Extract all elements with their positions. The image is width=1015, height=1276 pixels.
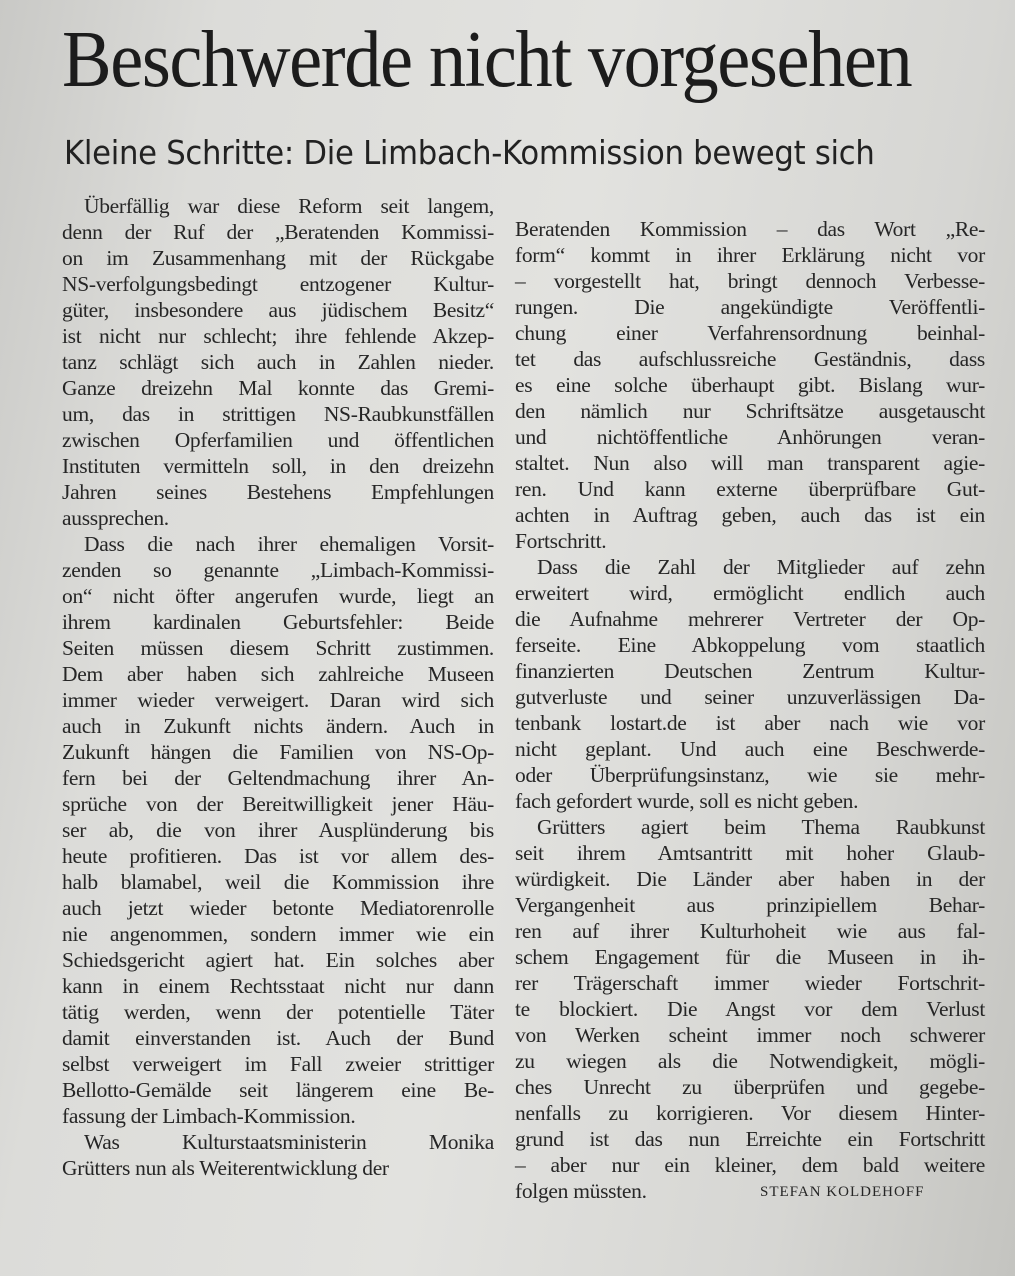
text-line: zwischen Opferfamilien und öffentlichen xyxy=(62,428,494,452)
text-line: zu wiegen als die Notwendigkeit, mögli- xyxy=(515,1049,985,1073)
text-line: Überfällig war diese Reform seit langem, xyxy=(84,194,494,218)
text-line: staltet. Nun also will man transparent agie- xyxy=(515,451,985,475)
text-line: tätig werden, wenn der potentielle Täter xyxy=(62,1000,494,1024)
text-line: fern bei der Geltendmachung ihrer An- xyxy=(62,766,494,790)
text-line: schem Engagement für die Museen in ih- xyxy=(515,945,985,969)
text-line: sprüche von der Bereitwilligkeit jener Häu- xyxy=(62,792,494,816)
text-line: heute profitieren. Das ist vor allem des- xyxy=(62,844,494,868)
author-byline: STEFAN KOLDEHOFF xyxy=(760,1184,925,1200)
article-column-left xyxy=(62,193,494,1181)
article-paragraph xyxy=(515,216,985,554)
text-line: rer Trägerschaft immer wieder Fortschrit- xyxy=(515,971,985,995)
text-line: achten in Auftrag geben, auch das ist ein xyxy=(515,503,985,527)
article-column-right xyxy=(515,216,985,1204)
text-line: ist nicht nur schlecht; ihre fehlende Akzep- xyxy=(62,324,494,348)
text-line: ferseite. Eine Abkoppelung vom staatlich xyxy=(515,633,985,657)
text-line: tanz schlägt sich auch in Zahlen nieder. xyxy=(62,350,494,374)
text-line: Dass die nach ihrer ehemaligen Vorsit- xyxy=(84,532,494,556)
article-paragraph xyxy=(515,814,985,1204)
text-line: – aber nur ein kleiner, dem bald weitere xyxy=(515,1153,985,1177)
text-line: von Werken scheint immer noch schwerer xyxy=(515,1023,985,1047)
text-line: nenfalls zu korrigieren. Vor diesem Hinter- xyxy=(515,1101,985,1125)
text-line: Jahren seines Bestehens Empfehlungen xyxy=(62,480,494,504)
text-line: auch jetzt wieder betonte Mediatorenrolle xyxy=(62,896,494,920)
text-line: tet das aufschlussreiche Geständnis, dass xyxy=(515,347,985,371)
text-line: NS-verfolgungsbedingt entzogener Kultur- xyxy=(62,272,494,296)
text-line: würdigkeit. Die Länder aber haben in der xyxy=(515,867,985,891)
text-line: Was Kulturstaatsministerin Monika xyxy=(84,1130,494,1154)
text-line: fach gefordert wurde, soll es nicht geben. xyxy=(515,789,859,813)
text-line: – vorgestellt hat, bringt dennoch Verbesse- xyxy=(515,269,985,293)
text-line: seit ihrem Amtsantritt mit hoher Glaub- xyxy=(515,841,985,865)
text-line: ser ab, die von ihrer Ausplünderung bis xyxy=(62,818,494,842)
text-line: ren auf ihrer Kulturhoheit wie aus fal- xyxy=(515,919,985,943)
text-line: form“ kommt in ihrer Erklärung nicht vor xyxy=(515,243,985,267)
text-line: die Aufnahme mehrerer Vertreter der Op- xyxy=(515,607,985,631)
text-line: erweitert wird, ermöglicht endlich auch xyxy=(515,581,985,605)
text-line: Vergangenheit aus prinzipiellem Behar- xyxy=(515,893,985,917)
text-line: um, das in strittigen NS-Raubkunstfällen xyxy=(62,402,494,426)
text-line: Zukunft hängen die Familien von NS-Op- xyxy=(62,740,494,764)
text-line: Seiten müssen diesem Schritt zustimmen. xyxy=(62,636,494,660)
text-line: auch in Zukunft nichts ändern. Auch in xyxy=(62,714,494,738)
text-line: grund ist das nun Erreichte ein Fortschritt xyxy=(515,1127,985,1151)
text-line: te blockiert. Die Angst vor dem Verlust xyxy=(515,997,985,1021)
text-line: ches Unrecht zu überprüfen und gegebe- xyxy=(515,1075,985,1099)
text-line: ihrem kardinalen Geburtsfehler: Beide xyxy=(62,610,494,634)
text-line: chung einer Verfahrensordnung beinhal- xyxy=(515,321,985,345)
text-line: Instituten vermitteln soll, in den dreizehn xyxy=(62,454,494,478)
article-subheadline: Kleine Schritte: Die Limbach-Kommission bewegt sich xyxy=(64,133,875,172)
text-line: on im Zusammenhang mit der Rückgabe xyxy=(62,246,494,270)
text-line: gutverluste und seiner unzuverlässigen Da- xyxy=(515,685,985,709)
text-line: den nämlich nur Schriftsätze ausgetauscht xyxy=(515,399,985,423)
text-line: denn der Ruf der „Beratenden Kommissi- xyxy=(62,220,494,244)
article-headline: Beschwerde nicht vorgesehen xyxy=(62,16,912,104)
text-line: damit einverstanden ist. Auch der Bund xyxy=(62,1026,494,1050)
text-line: Dem aber haben sich zahlreiche Museen xyxy=(62,662,494,686)
text-line: tenbank lostart.de ist aber nach wie vor xyxy=(515,711,985,735)
article-paragraph xyxy=(515,554,985,814)
text-line: es eine solche überhaupt gibt. Bislang wur- xyxy=(515,373,985,397)
text-line: Grütters nun als Weiterentwicklung der xyxy=(62,1156,389,1180)
text-line: Bellotto-Gemälde seit längerem eine Be- xyxy=(62,1078,494,1102)
text-line: folgen müssten. xyxy=(515,1179,647,1203)
text-line: nie angenommen, sondern immer wie ein xyxy=(62,922,494,946)
text-line: zenden so genannte „Limbach-Kommissi- xyxy=(62,558,494,582)
text-line: rungen. Die angekündigte Veröffentli- xyxy=(515,295,985,319)
article-paragraph xyxy=(62,531,494,1129)
text-line: aussprechen. xyxy=(62,506,169,530)
text-line: oder Überprüfungsinstanz, wie sie mehr- xyxy=(515,763,985,787)
text-line: Grütters agiert beim Thema Raubkunst xyxy=(537,815,985,839)
text-line: nicht geplant. Und auch eine Beschwerde- xyxy=(515,737,985,761)
text-line: immer wieder verweigert. Daran wird sich xyxy=(62,688,494,712)
text-line: kann in einem Rechtsstaat nicht nur dann xyxy=(62,974,494,998)
text-line: on“ nicht öfter angerufen wurde, liegt an xyxy=(62,584,494,608)
text-line: fassung der Limbach-Kommission. xyxy=(62,1104,356,1128)
text-line: halb blamabel, weil die Kommission ihre xyxy=(62,870,494,894)
text-line: und nichtöffentliche Anhörungen veran- xyxy=(515,425,985,449)
text-line: güter, insbesondere aus jüdischem Besitz“ xyxy=(62,298,494,322)
text-line: Dass die Zahl der Mitglieder auf zehn xyxy=(537,555,985,579)
text-line: Schiedsgericht agiert hat. Ein solches aber xyxy=(62,948,494,972)
text-line: selbst verweigert im Fall zweier strittiger xyxy=(62,1052,494,1076)
article-paragraph xyxy=(62,1129,494,1181)
text-line: ren. Und kann externe überprüfbare Gut- xyxy=(515,477,985,501)
text-line: Beratenden Kommission – das Wort „Re- xyxy=(515,217,985,241)
text-line: Ganze dreizehn Mal konnte das Gremi- xyxy=(62,376,494,400)
text-line: Fortschritt. xyxy=(515,529,607,553)
text-line: finanzierten Deutschen Zentrum Kultur- xyxy=(515,659,985,683)
article-paragraph xyxy=(62,193,494,531)
